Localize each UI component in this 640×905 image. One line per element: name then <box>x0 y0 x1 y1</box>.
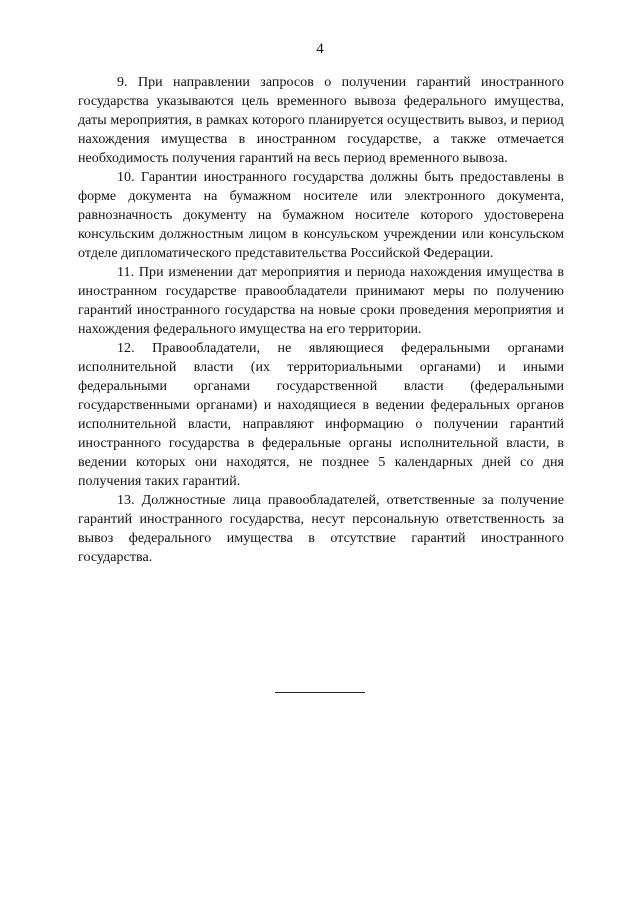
paragraph-9: 9. При направлении запросов о получении гарантий иностранного государства указываются цель временного вывоза федерального имущества, даты мероприятия, в рамках которого планируется осуществить вывоз, и период нахождения имущества в иностранном государстве, а также отмечается необходимость получения гарантий на весь период временного вывоза. <box>78 75 564 166</box>
page-number: 4 <box>316 41 324 57</box>
paragraph-13: 13. Должностные лица правообладателей, ответственные за получение гарантий иностранного государства, несут персональную ответственность за вывоз федерального имущества в отсутствие гарантий иностранного государства. <box>78 493 564 565</box>
end-of-document-rule <box>275 692 365 693</box>
paragraph-12: 12. Правообладатели, не являющиеся федеральными органами исполнительной власти (их территориальными органами) и иными федеральными органами государственной власти (федеральными государственными органами) и находящиеся в ведении федеральных органов исполнительной власти, направляют информацию о получении гарантий иностранного государства в федеральные органы исполнительной власти, в ведении которых они находятся, не позднее 5 календарных дней со дня получения таких гарантий. <box>78 341 564 489</box>
paragraph-10: 10. Гарантии иностранного государства должны быть предоставлены в форме документа на бумажном носителе или электронного документа, равнозначность документу на бумажном носителе которого удостоверена консульским должностным лицом в консульском учреждении или консульском отделе дипломатического представительства Российской Федерации. <box>78 170 564 261</box>
document-body <box>78 73 564 567</box>
paragraph-11: 11. При изменении дат мероприятия и периода нахождения имущества в иностранном государстве правообладатели принимают меры по получению гарантий иностранного государства на новые сроки проведения мероприятия и нахождения федерального имущества на его территории. <box>78 265 564 337</box>
